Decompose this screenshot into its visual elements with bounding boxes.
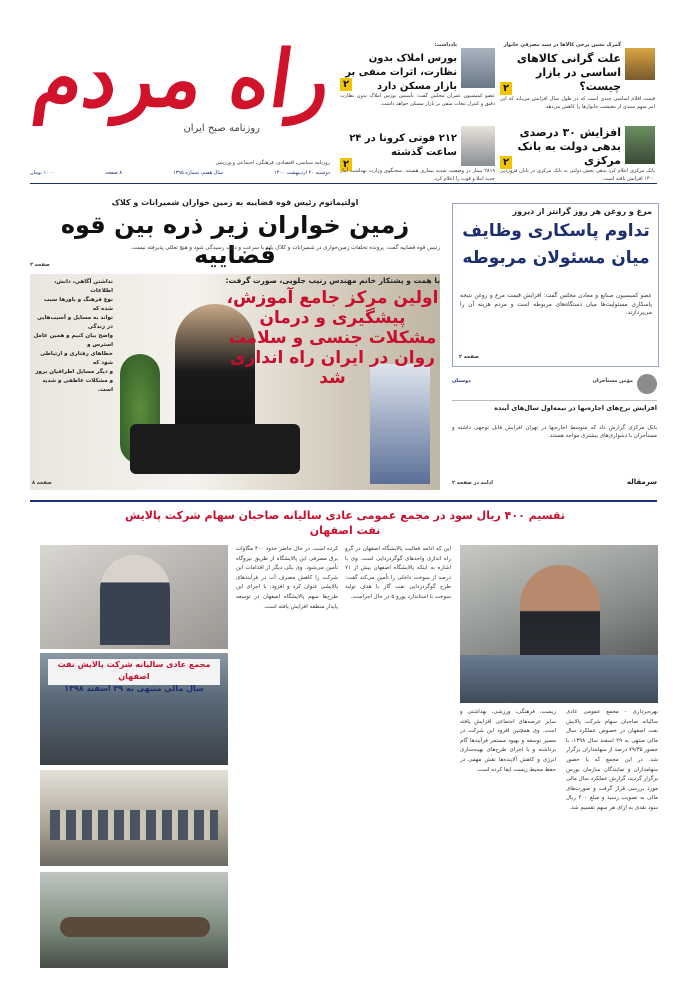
author-avatar (637, 374, 657, 394)
teaser-photo (461, 126, 495, 166)
feature-col-1: بهره‌برداری - مجمع عمومی عادی سالیانه صاحبان سهام شرکت پالایش نفت اصفهان در خصوص عملکرد سال مالی منتهی به ۲۹ اسفند سال ۱۳۹۸، با حضور ۷۹/۳۵ درصد از سهامداران برگزار شد. در این مجمع که با حضور سهامداران و نمایندگان سازمان بورس برگزار گردید، گزارش عملکرد سال مالی مورد بررسی قرار گرفت و صورت‌های مالی به تصویب رسید و مبلغ ۴۰۰ ریال سود نقدی به ازای هر سهم تقسیم شد. (566, 709, 658, 811)
column-box (452, 372, 657, 492)
feature-photo-speaker (460, 545, 658, 703)
podium (460, 655, 658, 703)
slide-screen (48, 659, 220, 693)
teaser-body: بانک مرکزی اعلام کرد بدهی بخش دولتی به بانک مرکزی در پایان فروردین ۱۴۰۰ افزایش یافته است. (500, 168, 655, 182)
teaser-photo (625, 48, 655, 80)
page-badge: ۲ (340, 78, 352, 91)
feature-headline: تقسیم ۴۰۰ ریال سود در مجمع عمومی عادی سالیانه صاحبان سهام شرکت پالایش نفت اصفهان (125, 509, 565, 537)
teaser-title: ۲۱۲ فوتی کرونا در ۲۴ ساعت گذشته (349, 133, 457, 158)
right-lead-headline: تداوم پاسکاری وظایف میان مسئولان مربوطه (462, 221, 650, 268)
lead-body: عضو کمیسیون صنایع و معادن مجلس گفت: افزایش قیمت مرغ و روغن نتیجه پاسکاری مسئولیت‌ها میان دستگاه‌های مربوطه است و مردم هزینه آن را می‌پردازند. (460, 293, 652, 316)
teaser-title: بورس املاک بدون نظارت، اثرات منفی بر بازار مسکن دارد (345, 53, 457, 92)
issue-date: دوشنبه ۲۰ اردیبهشت ۱۴۰۰ (273, 170, 330, 176)
lead-kicker: اولتیماتوم رئیس قوه قضاییه به زمین خواران شمیرانات و کلاک (111, 198, 359, 207)
list-item: نوع فرهنگ و باورها سبب شده که (43, 297, 113, 312)
column-author: مؤمن مستأجران (592, 378, 633, 384)
masthead-issue-bar (30, 170, 330, 179)
interview-kicker: با همت و پشتکار خانم مهندس رنیب جلویی، صورت گرفت: (225, 276, 440, 285)
teaser-body: عضو کمیسیون عمران مجلس گفت: تأسیس بورس املاک بدون نظارت دقیق و کنترل تبعات منفی بر بازار مسکن خواهد داشت. (340, 93, 495, 107)
page-ref: صفحه ۲ (459, 354, 479, 360)
teaser-body: قیمت اقلام اساسی چندی است که در طول سال افزایش می‌یابد که این امر سهم سبدی از معیشت خانوارها را کاهش می‌دهد. (500, 96, 655, 110)
feature-col-4: کرده است. در حال حاضر حدود ۴۰۰ مگاوات برق مصرفی این پالایشگاه از طریق نیروگاه تأمین می‌شود. وی یکی دیگر از اقدامات این شرکت را کاهش مصرف آب در فرآیندهای پالایشی عنوان کرد و افزود: با اجرای این طرح‌ها سهم پالایشگاه اصفهان در توسعه پایدار منطقه افزایش یافته است. (236, 546, 338, 610)
list-item: و مشکلات عاطفی و شدید است. (42, 378, 113, 393)
issue-price: ۱۰۰۰ تومان (30, 170, 55, 176)
slide-date: سال مالی منتهی به ۲۹ اسفند ۱۳۹۸ (64, 684, 204, 693)
page-badge: ۲ (340, 158, 352, 171)
sofa (130, 424, 300, 474)
audience (50, 810, 218, 840)
list-item: تواند به مسایل و آسیب‌هایی در زندگی (36, 315, 113, 330)
feature-divider (30, 500, 657, 502)
slide-text: مجمع عادی سالیانه شرکت پالایش نفت اصفهان (57, 660, 211, 681)
list-item: خطاهای رفتاری و ارتباطی شود که (40, 351, 113, 366)
interview-headline: اولین مرکز جامع آموزش، پیشگیری و درمان مشکلات جنسی و سلامت روان در ایران راه اندازی شد (226, 288, 439, 388)
list-item: و دیگر مسایل اطرافیان بروز (35, 369, 113, 375)
section-label: سرمقاله (626, 478, 657, 486)
masthead-subtitle: روزنامه صبح ایران (183, 123, 260, 134)
teaser-photo (461, 48, 495, 88)
feature-photo-table (40, 872, 228, 968)
feature-col-2: زیست، فرهنگی، ورزشی، بهداشتی و سایر عرصه‌های اجتماعی افزایش یافته است. وی همچنین افزود این شرکت در مسیر توسعه و بهبود مستمر فرآیندها گام برداشته و با اجرای طرح‌های بهینه‌سازی انرژی و کاهش آلاینده‌ها نقش مهمی در حفظ محیط زیست ایفا کرده است. (460, 709, 556, 773)
page-badge: ۲ (500, 82, 512, 95)
panel-figure (100, 555, 170, 645)
lead-headline: زمین خواران زیر ذره بین قوه قضاییه (60, 211, 410, 269)
list-item: نداشتن آگاهی، دانش، اطلاعات (54, 279, 113, 294)
issue-number: سال هفتم، شماره ۱۳۹۵ (172, 170, 224, 176)
header-divider (30, 183, 657, 184)
masthead-title: راه مردم (28, 34, 337, 125)
page-badge: ۲ (500, 156, 512, 169)
lead-body: رئیس قوه قضاییه گفت: پرونده تخلفات زمین‌خواری در شمیرانات و کلاک باید با سرعت و دقت رسیدگی شود و هیچ تعللی پذیرفته نیست. (130, 245, 440, 251)
teaser-body: ۲۸۱۹ بیمار در وضعیت شدید بیماری هستند. سخنگوی وزارت بهداشت آمار جدید ابتلا و فوت را اعلام کرد. (340, 168, 495, 182)
teaser-photo (625, 126, 655, 164)
feature-col-3: این که ادامه فعالیت پالایشگاه اصفهان در گرو راه اندازی واحدهای گوگردزدایی است. وی با اشاره به اینکه پالایشگاه اصفهان بیش از ۷۱ درصد از سوخت داخلی را تأمین می‌کند گفت: طرح گوگردزدایی نفت گاز با هدف تولید سوخت با استاندارد یورو ۵ در حال اجراست. (345, 546, 451, 600)
feature-photo-panel (40, 545, 228, 649)
meeting-table (60, 917, 210, 937)
list-item: واضح بیان کنیم و همین عامل استرس و (33, 333, 113, 348)
column-body: بانک مرکزی گزارش داد که متوسط اجاره‌بها در تهران افزایش قابل توجهی داشته و مستأجران با دشواری‌های بیشتری مواجه هستند. (452, 425, 657, 439)
side-list (33, 278, 113, 395)
feature-photo-slide (40, 653, 228, 765)
teaser-title: افزایش ۳۰ درصدی بدهی دولت به بانک مرکزی (517, 126, 621, 167)
plant (120, 354, 160, 464)
issue-pages: ۸ صفحه (105, 170, 123, 176)
page-ref: ادامه در صفحه ۲ (452, 480, 493, 486)
teaser-block-middle (340, 38, 495, 178)
teaser-kicker: گمرک نشین برخی کالاها در سبد مصرفی خانوار (503, 42, 621, 48)
teaser-block-right (500, 38, 655, 178)
feature-photo-hall (40, 770, 228, 866)
lead-kicker: مرغ و روغن هر روز گرانتر از دیروز (512, 207, 652, 216)
divider (452, 400, 657, 401)
right-lead-frame (452, 203, 659, 367)
column-title: افزایش نرخ‌های اجاره‌بها در نیمه‌اول سال‌های آینده (494, 404, 657, 412)
teaser-kicker: یادداشت: (434, 42, 457, 48)
column-label: دوستان (452, 378, 471, 384)
page-ref: صفحه ۲ (30, 262, 50, 268)
page-ref: صفحه ۸ (32, 480, 52, 486)
teaser-title: علت گرانی کالاهای اساسی در بازار چیست؟ (516, 52, 621, 93)
masthead-logo (28, 34, 337, 155)
masthead-tagline: روزنامه سیاسی، اقتصادی، فرهنگی، اجتماعی و ورزشی (215, 160, 330, 166)
